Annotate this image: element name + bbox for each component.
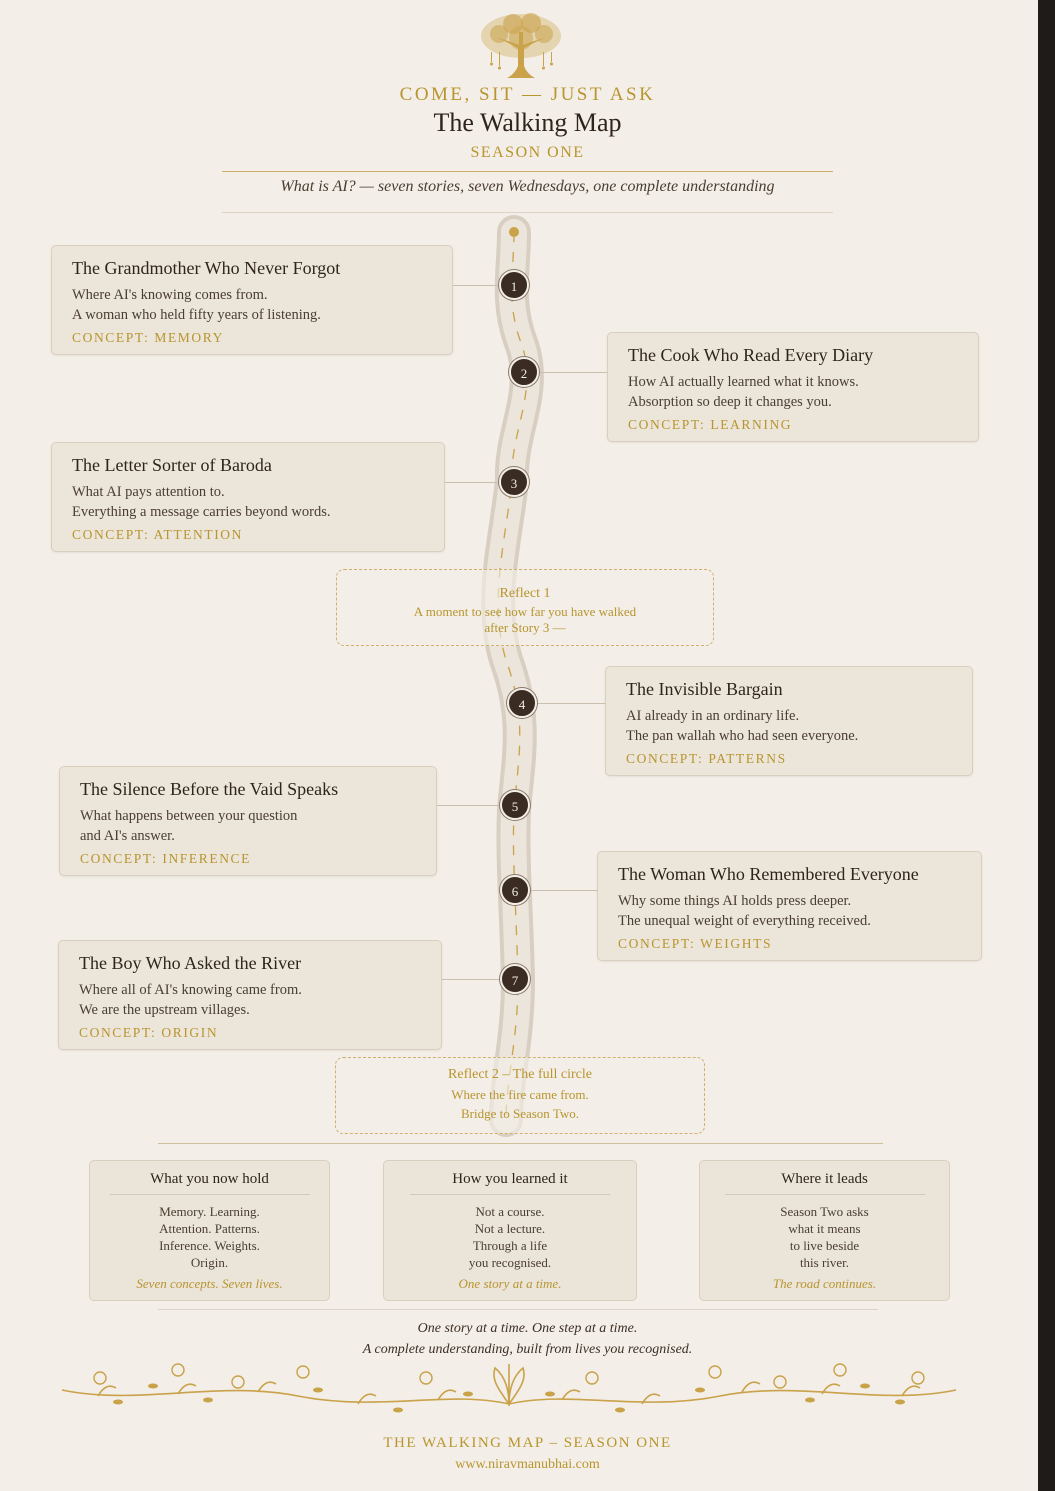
connector-2 — [539, 372, 607, 373]
connector-1 — [453, 285, 499, 286]
page-subtitle: What is AI? — seven stories, seven Wednesdays, one complete understanding — [280, 178, 775, 195]
summary-line: Attention. Patterns. — [159, 1221, 260, 1236]
story-title: The Boy Who Asked the River — [79, 953, 302, 973]
story-card-5[interactable] — [59, 766, 437, 876]
story-card-1[interactable] — [51, 245, 453, 355]
story-card-4[interactable] — [605, 666, 973, 776]
connector-7 — [441, 979, 500, 980]
connector-3 — [445, 482, 499, 483]
summary-divider — [158, 1143, 883, 1144]
summary-footer: Seven concepts. Seven lives. — [136, 1276, 283, 1291]
footer-url[interactable]: www.niravmanubhai.com — [455, 1457, 600, 1472]
summary-rule — [410, 1194, 610, 1195]
story-node-2[interactable]: 2 — [509, 357, 539, 387]
page-title: The Walking Map — [433, 108, 622, 137]
story-concept: CONCEPT: ORIGIN — [79, 1025, 219, 1040]
story-node-6[interactable]: 6 — [500, 875, 530, 905]
story-line: The pan wallah who had seen everyone. — [626, 728, 859, 744]
story-line: and AI's answer. — [80, 828, 175, 844]
reflect-title: Reflect 2 – The full circle — [448, 1067, 592, 1082]
connector-5 — [437, 805, 500, 806]
story-card-2[interactable] — [607, 332, 979, 442]
story-title: The Silence Before the Vaid Speaks — [80, 779, 339, 799]
season-label: SEASON ONE — [470, 144, 585, 161]
story-line: How AI actually learned what it knows. — [628, 374, 859, 390]
story-title: The Grandmother Who Never Forgot — [72, 258, 341, 278]
story-title: The Woman Who Remembered Everyone — [618, 864, 919, 884]
summary-line: Memory. Learning. — [159, 1204, 260, 1219]
story-line: Absorption so deep it changes you. — [628, 394, 832, 410]
story-concept: CONCEPT: ATTENTION — [72, 527, 243, 542]
reflect-title: Reflect 1 — [499, 586, 551, 601]
summary-line: this river. — [799, 1255, 850, 1270]
story-line: What happens between your question — [80, 808, 298, 824]
summary-line: what it means — [788, 1221, 861, 1236]
story-node-7[interactable]: 7 — [500, 964, 530, 994]
summary-line: Origin. — [190, 1255, 229, 1270]
story-concept: CONCEPT: WEIGHTS — [618, 936, 773, 951]
story-line: A woman who held fifty years of listening. — [72, 307, 321, 323]
summary-box-hold — [89, 1160, 330, 1301]
story-concept: CONCEPT: PATTERNS — [626, 751, 787, 766]
summary-line: you recognised. — [468, 1255, 552, 1270]
reflect-line: after Story 3 — — [484, 620, 566, 635]
closing-line-2: A complete understanding, built from lives you recognised. — [362, 1342, 693, 1357]
reflect-line: Bridge to Season Two. — [460, 1106, 579, 1121]
summary-rule — [110, 1194, 310, 1195]
story-line: We are the upstream villages. — [79, 1002, 250, 1018]
story-title: The Cook Who Read Every Diary — [628, 345, 874, 365]
summary-line: Season Two asks — [780, 1204, 869, 1219]
floral-vine-icon — [58, 1360, 960, 1424]
story-concept: CONCEPT: LEARNING — [628, 417, 793, 432]
closing-divider — [158, 1309, 878, 1310]
summary-line: Inference. Weights. — [159, 1238, 260, 1253]
reflect-line: Where the fire came from. — [451, 1087, 589, 1102]
story-title: The Invisible Bargain — [626, 679, 783, 699]
story-line: Where AI's knowing comes from. — [72, 287, 268, 303]
reflect-line: A moment to see how far you have walked — [413, 604, 637, 619]
story-node-1[interactable]: 1 — [499, 270, 529, 300]
summary-heading: Where it leads — [781, 1171, 868, 1187]
story-title: The Letter Sorter of Baroda — [72, 455, 272, 475]
summary-heading: What you now hold — [150, 1171, 269, 1187]
story-line: What AI pays attention to. — [72, 484, 225, 500]
summary-footer: One story at a time. — [458, 1276, 562, 1291]
header-kicker: COME, SIT — JUST ASK — [399, 84, 656, 105]
connector-6 — [530, 890, 597, 891]
story-concept: CONCEPT: MEMORY — [72, 330, 224, 345]
footer-title: THE WALKING MAP – SEASON ONE — [383, 1435, 672, 1451]
summary-footer: The road continues. — [772, 1276, 877, 1291]
summary-line: Not a course. — [475, 1204, 545, 1219]
summary-rule — [725, 1194, 925, 1195]
connector-4 — [537, 703, 605, 704]
closing-line-1: One story at a time. One step at a time. — [417, 1321, 638, 1336]
page-edge — [1038, 0, 1055, 1491]
summary-heading: How you learned it — [452, 1171, 568, 1187]
story-card-7[interactable] — [58, 940, 442, 1050]
summary-line: Through a life — [472, 1238, 548, 1253]
summary-box-how — [383, 1160, 637, 1301]
story-node-4[interactable]: 4 — [507, 688, 537, 718]
story-concept: CONCEPT: INFERENCE — [80, 851, 252, 866]
story-node-5[interactable]: 5 — [500, 790, 530, 820]
story-card-6[interactable] — [597, 851, 982, 961]
story-line: The unequal weight of everything received. — [618, 913, 871, 929]
story-line: Why some things AI holds press deeper. — [618, 893, 852, 909]
story-node-3[interactable]: 3 — [499, 467, 529, 497]
summary-line: to live beside — [789, 1238, 860, 1253]
story-line: Where all of AI's knowing came from. — [79, 982, 302, 998]
summary-box-leads — [699, 1160, 950, 1301]
story-line: Everything a message carries beyond words. — [72, 504, 331, 520]
story-line: AI already in an ordinary life. — [626, 708, 800, 724]
story-card-3[interactable] — [51, 442, 445, 552]
reflect-1-box[interactable] — [336, 569, 714, 646]
reflect-2-box[interactable] — [335, 1057, 705, 1134]
summary-line: Not a lecture. — [474, 1221, 546, 1236]
